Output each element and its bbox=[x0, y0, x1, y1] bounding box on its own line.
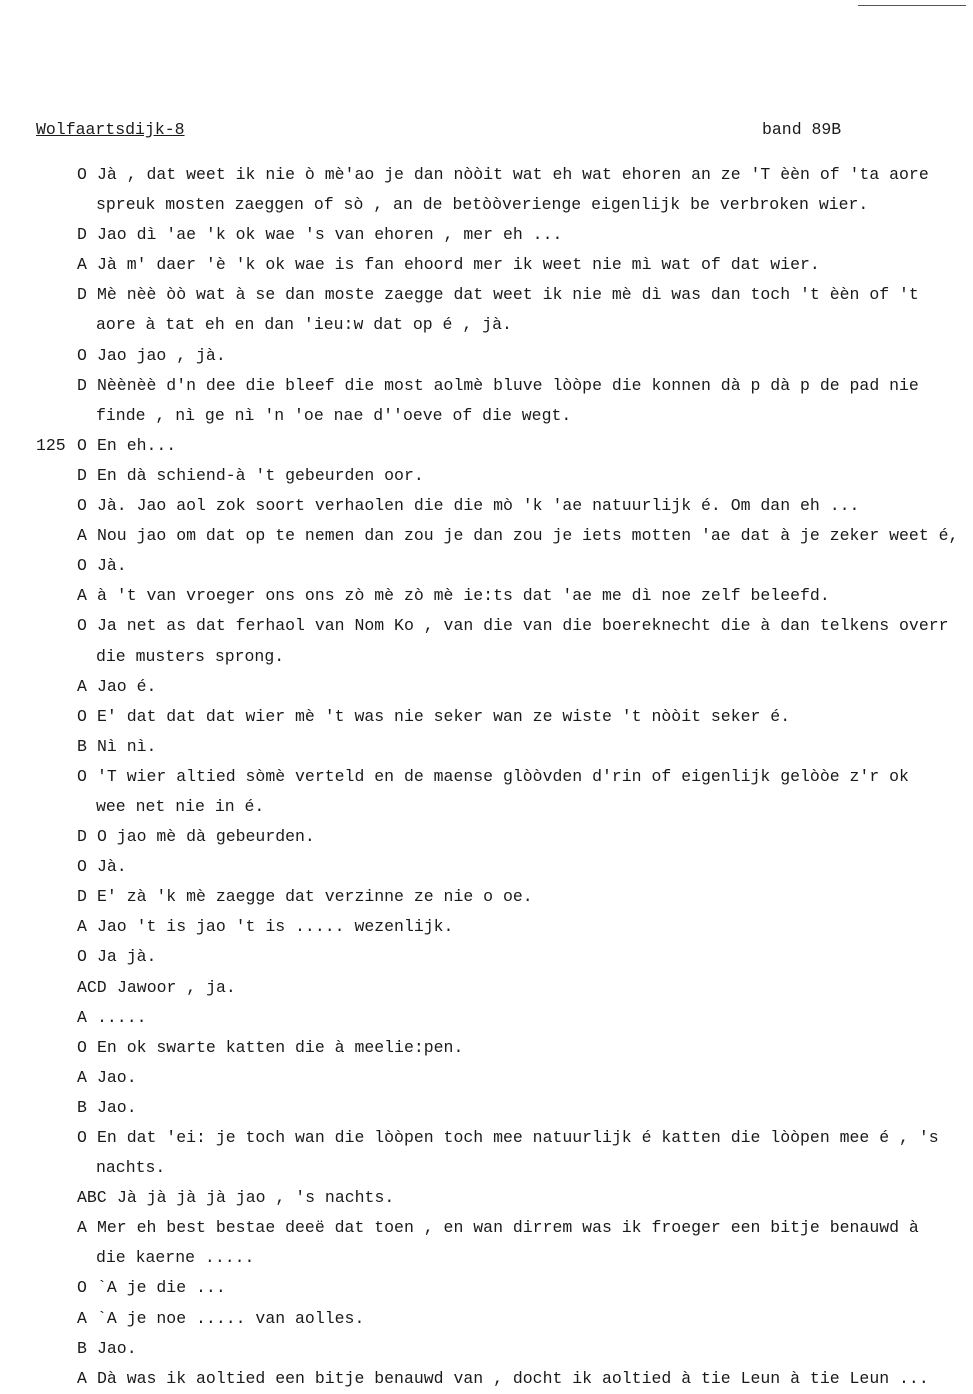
speaker-label: O bbox=[77, 706, 87, 726]
utterance-text: 'T wier altied sòmè verteld en de maense glòòvden d'rin of eigenlijk gelòòe z'r ok bbox=[97, 766, 909, 786]
top-rule bbox=[858, 5, 966, 6]
transcript-continuation bbox=[36, 792, 970, 822]
transcript-turn bbox=[36, 1003, 970, 1033]
transcript-turn bbox=[36, 1213, 970, 1243]
utterance-text: En eh... bbox=[97, 435, 177, 455]
utterance-text: Nou jao om dat op te nemen dan zou je dan zou je iets motten 'ae dat à je zeker weet é, bbox=[97, 526, 959, 546]
transcript-turn bbox=[36, 280, 970, 310]
utterance-text: die kaerne ..... bbox=[96, 1248, 255, 1268]
transcript-turn bbox=[36, 852, 970, 882]
utterance-text: E' dat dat dat wier mè 't was nie seker wan ze wiste 't nòòit seker é. bbox=[97, 706, 791, 726]
transcript-turn bbox=[36, 250, 970, 280]
speaker-label: O bbox=[77, 556, 87, 576]
speaker-label: O bbox=[77, 1278, 87, 1298]
transcript-turn bbox=[36, 521, 970, 551]
speaker-label: B bbox=[77, 1338, 87, 1358]
speaker-label: O bbox=[77, 1037, 87, 1057]
utterance-text: En dat 'ei: je toch wan die lòòpen toch mee natuurlijk é katten die lòòpen mee é , 's bbox=[97, 1128, 939, 1147]
utterance-text: Jà m' daer 'è 'k ok wae is fan ehoord mer ik weet nie mì wat of dat wier. bbox=[97, 255, 820, 275]
transcript-turn bbox=[36, 702, 970, 732]
transcript-turn bbox=[36, 973, 970, 1003]
speaker-label: O bbox=[77, 496, 87, 516]
speaker-label: B bbox=[77, 736, 87, 756]
utterance-text: Ja net as dat ferhaol van Nom Ko , van die van die boereknecht die à dan telkens overr bbox=[97, 616, 949, 636]
line-number: 125 bbox=[36, 435, 66, 455]
speaker-label: B bbox=[77, 1097, 87, 1117]
utterance-text: Ja jà. bbox=[97, 947, 157, 967]
speaker-label: A bbox=[77, 676, 87, 696]
utterance-text: wee net nie in é. bbox=[96, 796, 265, 816]
transcript-continuation bbox=[36, 1243, 970, 1273]
transcript-continuation bbox=[36, 642, 970, 672]
transcript-turn bbox=[36, 762, 970, 792]
speaker-label: O bbox=[77, 1128, 87, 1147]
transcript-turn bbox=[36, 672, 970, 702]
utterance-text: Mè nèè òò wat à se dan moste zaegge dat weet ik nie mè dì was dan toch 't èèn of 't bbox=[97, 285, 919, 305]
speaker-label: D bbox=[77, 827, 87, 847]
transcript-turn bbox=[36, 431, 970, 461]
speaker-label: D bbox=[77, 375, 87, 395]
utterance-text: `A je noe ..... van aolles. bbox=[97, 1308, 365, 1328]
speaker-label: A bbox=[77, 1218, 87, 1238]
utterance-text: ..... bbox=[97, 1007, 147, 1027]
utterance-text: die musters sprong. bbox=[96, 646, 285, 666]
transcript-turn bbox=[36, 1183, 970, 1213]
transcript-turn bbox=[36, 1093, 970, 1123]
transcript-continuation bbox=[36, 1153, 970, 1183]
transcript-turn bbox=[36, 732, 970, 762]
utterance-text: nachts. bbox=[96, 1158, 166, 1178]
transcript-continuation bbox=[36, 190, 970, 220]
transcript-turn bbox=[36, 942, 970, 972]
transcript-turn bbox=[36, 1364, 970, 1394]
transcript-turn bbox=[36, 1304, 970, 1334]
transcript-turn bbox=[36, 611, 970, 641]
speaker-label: ACD bbox=[77, 977, 107, 997]
transcript-turn bbox=[36, 1273, 970, 1303]
utterance-text: Jao. bbox=[97, 1067, 137, 1087]
utterance-text: spreuk mosten zaeggen of sò , an de betòòverienge eigenlijk be verbroken wier. bbox=[96, 195, 869, 215]
speaker-label: A bbox=[77, 586, 87, 606]
transcript-turn bbox=[36, 581, 970, 611]
transcript-turn bbox=[36, 491, 970, 521]
transcript-turn bbox=[36, 461, 970, 491]
transcript-continuation bbox=[36, 401, 970, 431]
utterance-text: à 't van vroeger ons ons zò mè zò mè ie:ts dat 'ae me dì noe zelf beleefd. bbox=[97, 586, 830, 606]
speaker-label: O bbox=[77, 165, 87, 184]
utterance-text: Jà jà jà jà jao , 's nachts. bbox=[117, 1188, 395, 1208]
transcript-turn bbox=[36, 912, 970, 942]
utterance-text: Jao 't is jao 't is ..... wezenlijk. bbox=[97, 917, 454, 937]
utterance-text: En ok swarte katten die à meelie:pen. bbox=[97, 1037, 464, 1057]
transcript bbox=[36, 160, 970, 1394]
utterance-text: Mer eh best bestae deeë dat toen , en wan dirrem was ik froeger een bitje benauwd à bbox=[97, 1218, 919, 1238]
utterance-text: Jà , dat weet ik nie ò mè'ao je dan nòòit wat eh wat ehoren an ze 'T èèn of 'ta aore bbox=[97, 165, 929, 184]
transcript-turn bbox=[36, 551, 970, 581]
utterance-text: Nèènèè d'n dee die bleef die most aolmè bluve lòòpe die konnen dà p dà p de pad nie bbox=[97, 375, 919, 395]
speaker-label: D bbox=[77, 285, 87, 305]
band-label: band 89B bbox=[762, 120, 842, 139]
transcript-turn bbox=[36, 220, 970, 250]
utterance-text: Jà. bbox=[97, 857, 127, 877]
speaker-label: A bbox=[77, 1308, 87, 1328]
transcript-turn bbox=[36, 882, 970, 912]
transcript-turn bbox=[36, 341, 970, 371]
transcript-turn bbox=[36, 1063, 970, 1093]
utterance-text: Jao é. bbox=[97, 676, 157, 696]
speaker-label: A bbox=[77, 255, 87, 275]
utterance-text: En dà schiend-à 't gebeurden oor. bbox=[97, 465, 424, 485]
transcript-turn bbox=[36, 1334, 970, 1364]
utterance-text: Jao jao , jà. bbox=[97, 345, 226, 365]
speaker-label: A bbox=[77, 1007, 87, 1027]
transcript-turn bbox=[36, 1033, 970, 1063]
transcript-continuation bbox=[36, 310, 970, 340]
speaker-label: O bbox=[77, 766, 87, 786]
utterance-text: finde , nì ge nì 'n 'oe nae d''oeve of die wegt. bbox=[96, 405, 572, 425]
transcript-turn bbox=[36, 160, 970, 190]
speaker-label: O bbox=[77, 345, 87, 365]
speaker-label: A bbox=[77, 917, 87, 937]
utterance-text: Jà. Jao aol zok soort verhaolen die die mò 'k 'ae natuurlijk é. Om dan eh ... bbox=[97, 496, 860, 516]
speaker-label: A bbox=[77, 1067, 87, 1087]
utterance-text: Jao dì 'ae 'k ok wae 's van ehoren , mer eh ... bbox=[97, 225, 563, 245]
utterance-text: E' zà 'k mè zaegge dat verzinne ze nie o oe. bbox=[97, 887, 533, 907]
speaker-label: D bbox=[77, 465, 87, 485]
utterance-text: Jao. bbox=[97, 1338, 137, 1358]
speaker-label: A bbox=[77, 526, 87, 546]
utterance-text: Nì nì. bbox=[97, 736, 157, 756]
transcript-turn bbox=[36, 371, 970, 401]
speaker-label: O bbox=[77, 947, 87, 967]
document-title: Wolfaartsdijk-8 bbox=[36, 120, 185, 139]
speaker-label: O bbox=[77, 435, 87, 455]
page-header bbox=[36, 120, 916, 142]
speaker-label: D bbox=[77, 225, 87, 245]
utterance-text: aore à tat eh en dan 'ieu:w dat op é , jà. bbox=[96, 315, 512, 335]
utterance-text: Jà. bbox=[97, 556, 127, 576]
speaker-label: ABC bbox=[77, 1188, 107, 1208]
speaker-label: O bbox=[77, 616, 87, 636]
transcript-turn bbox=[36, 822, 970, 852]
utterance-text: Jao. bbox=[97, 1097, 137, 1117]
speaker-label: A bbox=[77, 1368, 87, 1388]
speaker-label: D bbox=[77, 887, 87, 907]
transcript-turn bbox=[36, 1123, 970, 1153]
speaker-label: O bbox=[77, 857, 87, 877]
utterance-text: O jao mè dà gebeurden. bbox=[97, 827, 315, 847]
utterance-text: `A je die ... bbox=[97, 1278, 226, 1298]
utterance-text: Jawoor , ja. bbox=[117, 977, 236, 997]
utterance-text: Dà was ik aoltied een bitje benauwd van , docht ik aoltied à tie Leun à tie Leun ... bbox=[97, 1368, 929, 1388]
